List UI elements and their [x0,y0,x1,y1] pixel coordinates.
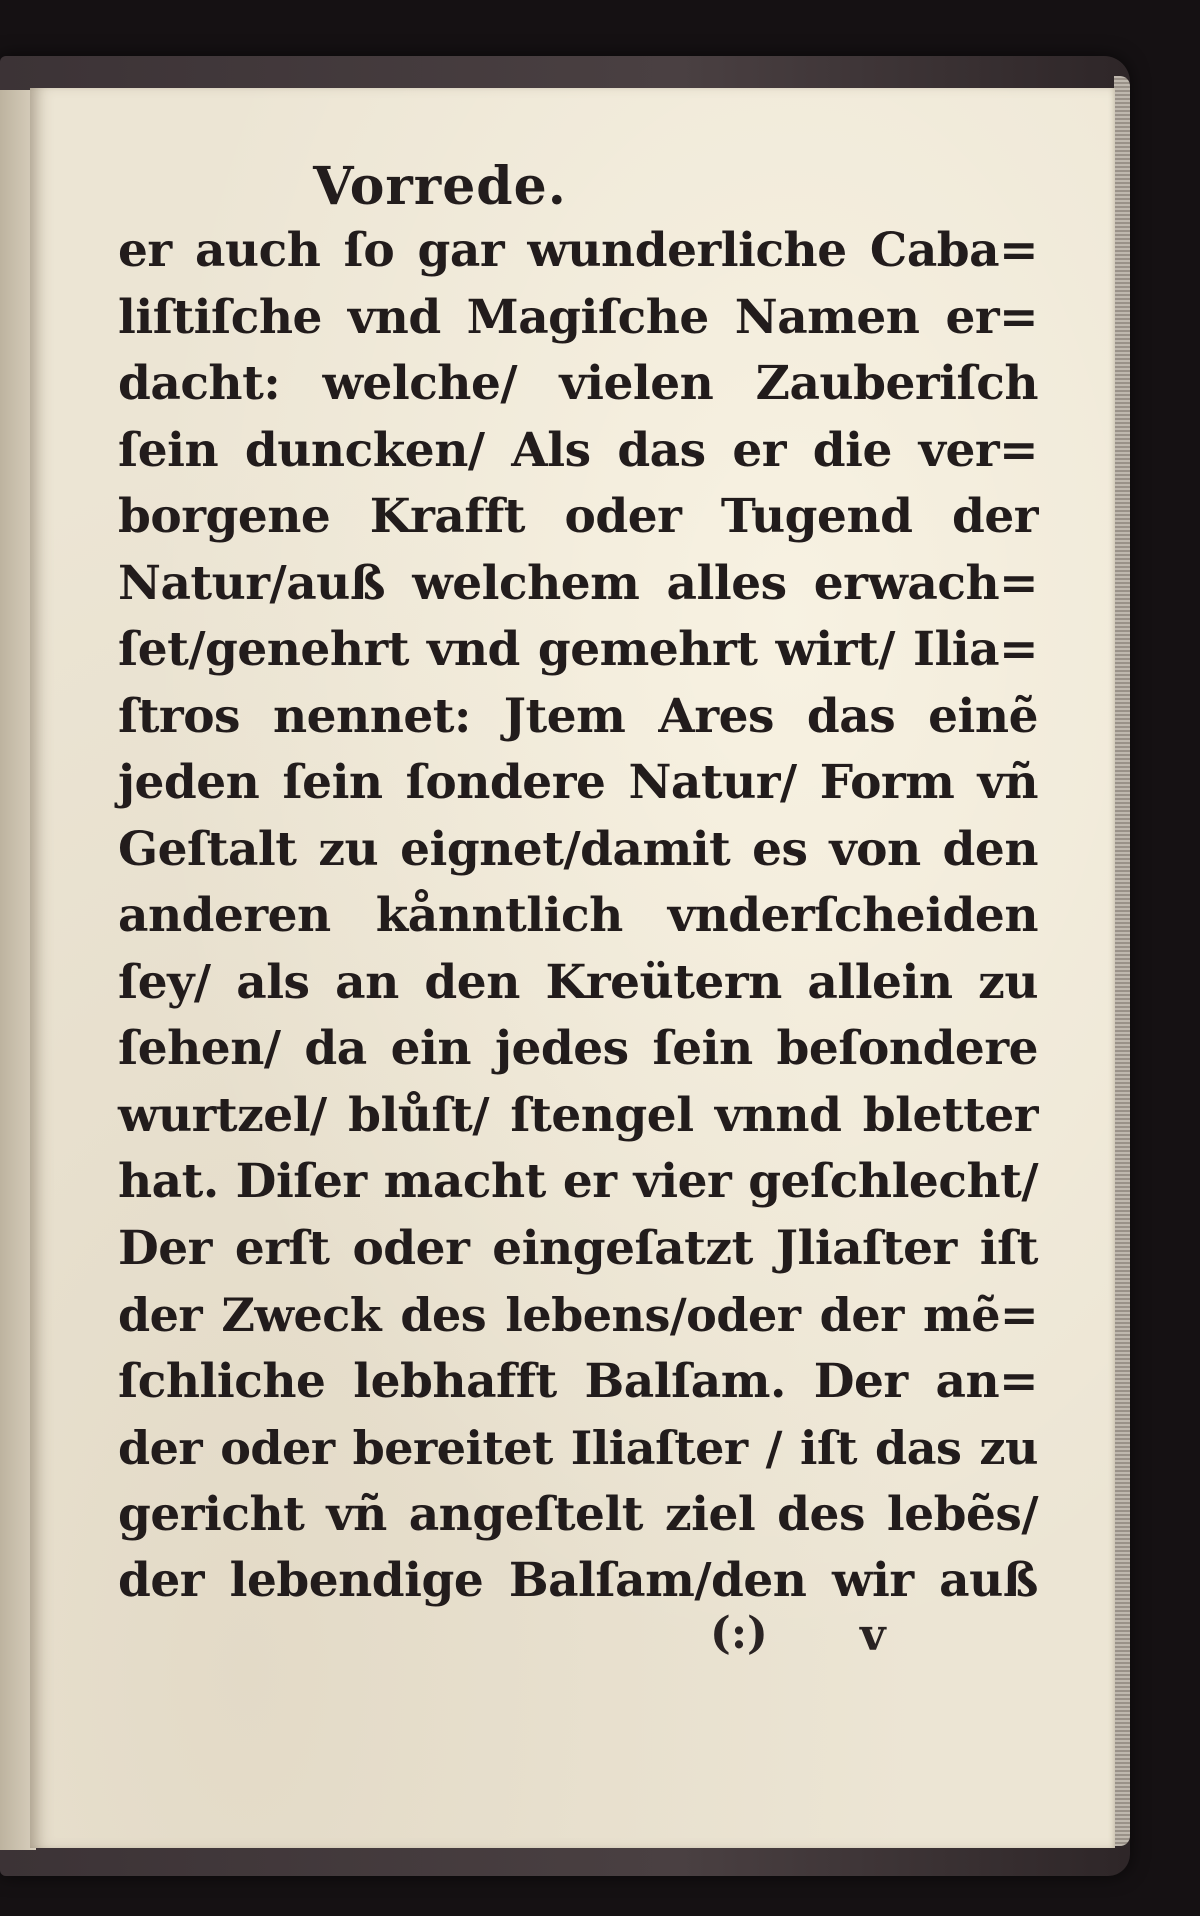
text-line: ſet/genehrt vnd gemehrt wirt/ Ilia= [118,622,1038,677]
text-line: ſehen/ da ein jedes ſein beſondere [118,1021,1038,1076]
running-header: Vorrede. [313,156,567,217]
text-line: der lebendige Balſam/den wir auß [118,1553,1038,1608]
text-line: der Zweck des lebens/oder der mẽ= [118,1288,1038,1342]
text-line: borgene Krafft oder Tugend der [118,489,1038,544]
page-body [118,218,1038,1615]
catchword: v [860,1610,886,1661]
text-line: gericht vñ angeſtelt ziel des lebẽs/ [118,1486,1038,1542]
text-line: ſein duncken/ Als das er die ver= [118,422,1038,478]
text-line: Geſtalt zu eignet/damit es von den [118,821,1038,877]
text-line: jeden ſein ſondere Natur/ Form vñ [118,755,1038,810]
text-line: anderen kånntlich vnderſcheiden [118,888,1038,943]
text-line: hat. Diſer macht er vier geſchlecht/ [118,1154,1038,1209]
text-line: ſchliche lebhafft Balſam. Der an= [118,1353,1038,1409]
text-line: der oder bereitet Iliaſter / iſt das zu [118,1421,1038,1475]
text-line: Natur/auß welchem alles erwach= [118,555,1038,611]
signature-mark: (:) [710,1608,768,1659]
text-line: ſey/ als an den Kreütern allein zu [118,954,1038,1010]
text-line: Der erſt oder eingeſatzt Jliaſter iſt [118,1220,1038,1276]
text-line: wurtzel/ blůſt/ ſtengel vnnd bletter [118,1087,1038,1143]
text-line: er auch ſo gar wunderliche Caba= [118,223,1038,278]
book-page [30,88,1115,1848]
text-line: dacht: welche/ vielen Zauberiſch [118,356,1038,411]
text-line: ſtros nennet: Jtem Ares das einẽ [118,688,1038,744]
text-line: liſtiſche vnd Magiſche Namen er= [118,289,1038,345]
